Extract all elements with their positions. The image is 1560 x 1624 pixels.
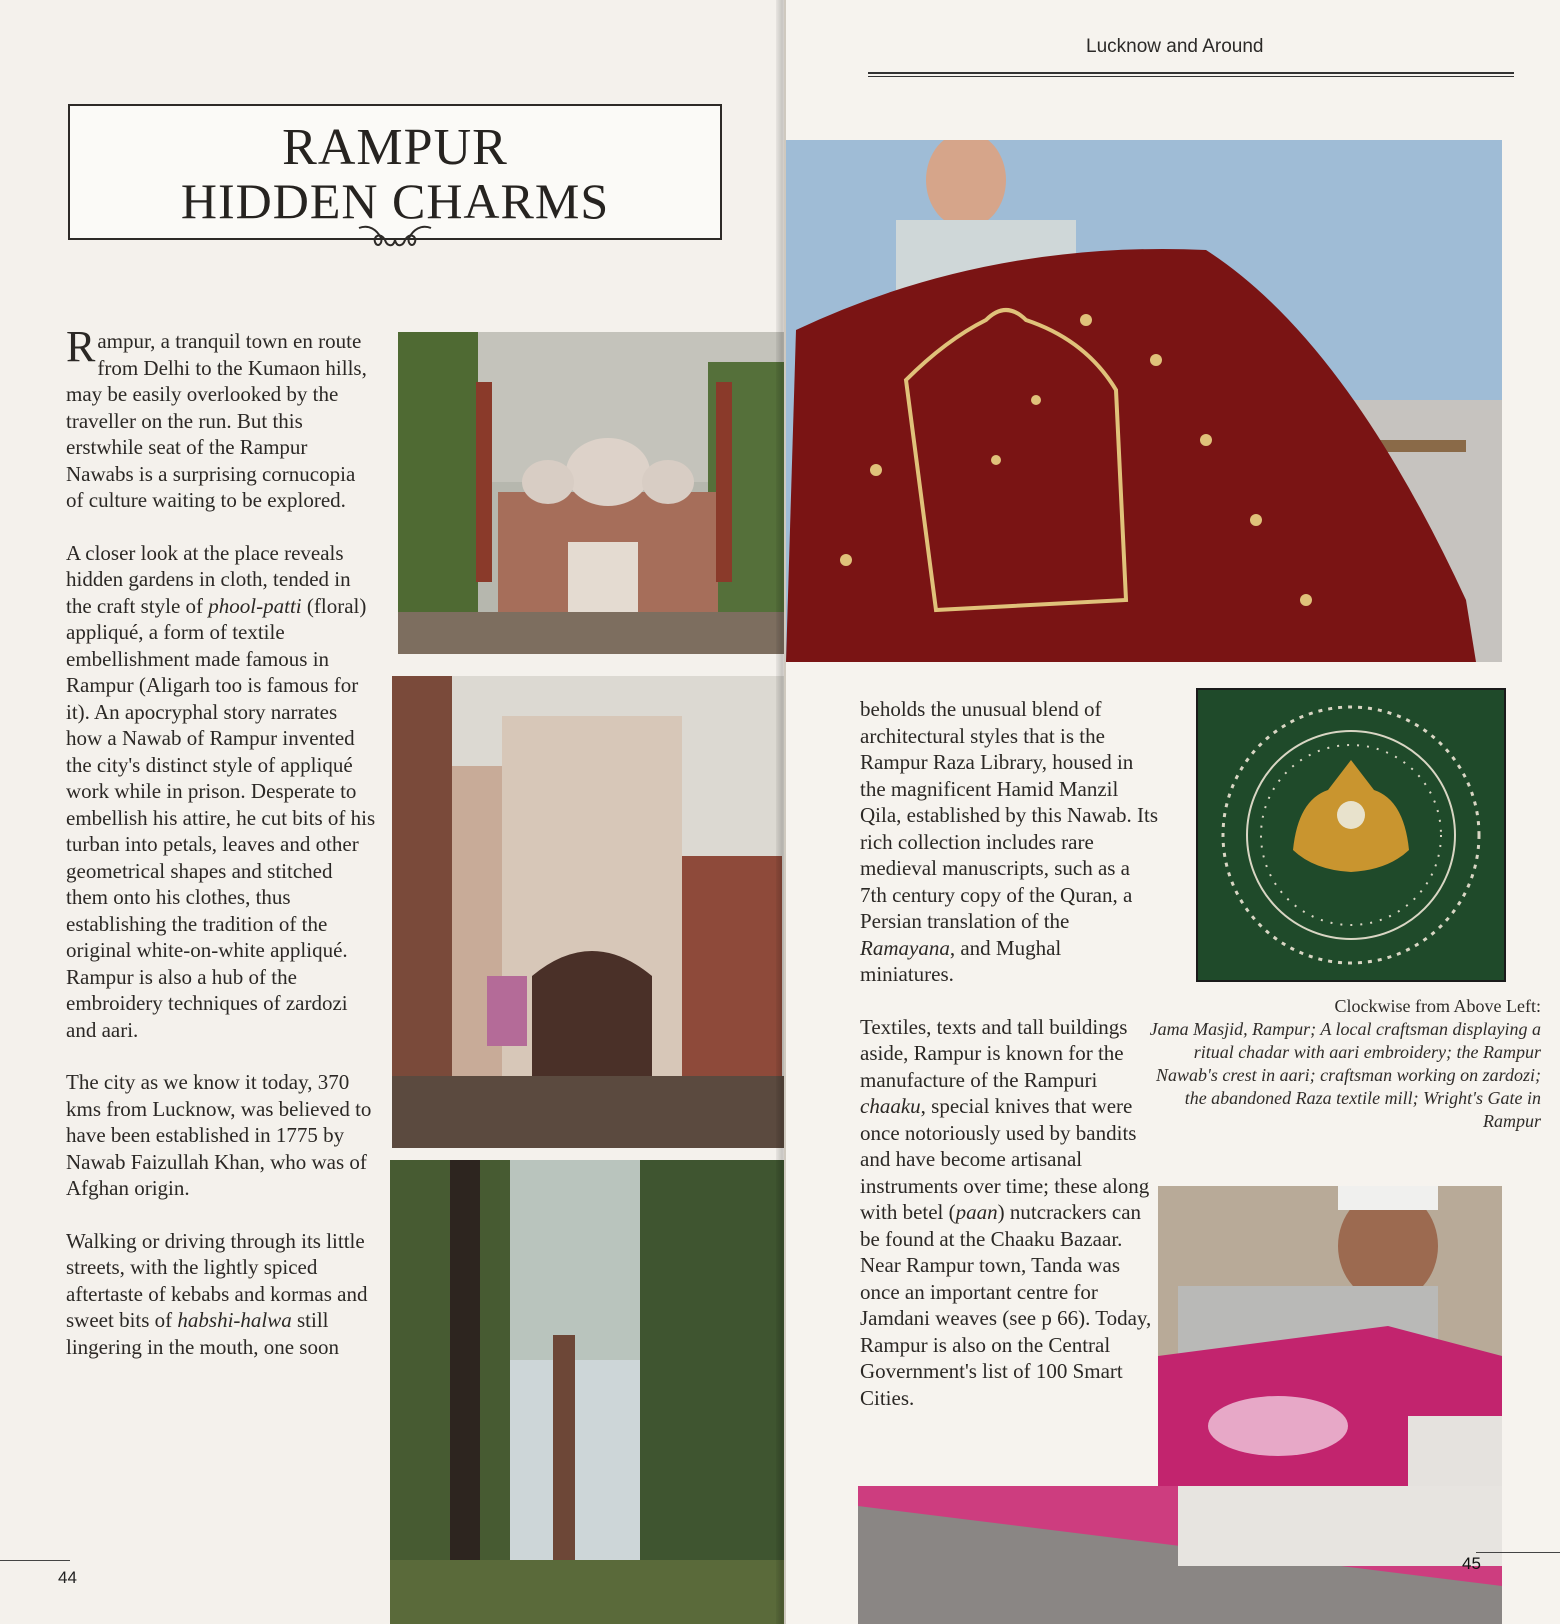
paragraph-history: The city as we know it today, 370 kms from Lucknow, was believed to have been established in 1775 by Nawab Faizullah Khan, who was of Afghan origin. [66, 1070, 372, 1200]
paragraph-applique: A closer look at the place reveals hidden gardens in cloth, tended in the craft style of phool-patti (floral) appliqué, a form of textile embellishment made famous in Rampur (Aligarh too is famous for it). An apocryphal story narrates how a Nawab of Rampur invented the city's distinct style of appliqué work while in prison. Desperate to embellish his attire, he cut bits of his turban into petals, leaves and other geometrical shapes and stitched them onto his clothes, thus establishing the tradition of the original white-on-white appliqué. Rampur is also a hub of the embroidery techniques of zardozi and aari. [66, 540, 376, 1042]
photo-wrights-gate [392, 676, 784, 1148]
title-hidden-charms: HIDDEN CHARMS [180, 173, 610, 229]
right-page [784, 0, 1560, 1624]
left-text-column [66, 322, 376, 1386]
paragraph-intro: Rampur, a tranquil town en route from Delhi to the Kumaon hills, may be easily overlooked by the traveller on the run. But this erstwhile seat of the Rampur Nawabs is a surprising cornucopia of culture waiting to be explored. [66, 322, 367, 512]
title-rampur: RAMPUR [282, 119, 508, 176]
header-rule [868, 72, 1514, 74]
caption-body: Jama Masjid, Rampur; A local craftsman displaying a ritual chadar with aari embroidery; the Rampur Nawab's crest in aari; craftsman working on zardozi; the abandoned Raza textile mill; Wright's Gate in Rampur [1149, 1019, 1541, 1131]
photo-zardozi-craftsman [1158, 1186, 1502, 1486]
photo-raza-textile-mill [390, 1160, 784, 1624]
paragraph-raza-library: beholds the unusual blend of architectural styles that is the Rampur Raza Library, housed in the magnificent Hamid Manzil Qila, established by this Nawab. Its rich collection includes rare medieval manuscripts, such as a 7th century copy of the Quran, a Persian translation of the Ramayana, and Mughal miniatures. [860, 697, 1159, 986]
photo-zardozi-frame [858, 1486, 1502, 1624]
page-number-left: 44 [58, 1568, 77, 1587]
drop-cap: R [66, 322, 96, 371]
paragraph-walking: Walking or driving through its little streets, with the lightly spiced aftertaste of kebabs and kormas and sweet bits of habshi-halwa still lingering in the mouth, one soon [66, 1228, 368, 1359]
page-number-right: 45 [1462, 1554, 1481, 1573]
caption-heading: Clockwise from Above Left: [1334, 996, 1541, 1016]
footer-rule-left [0, 1560, 70, 1561]
photo-nawab-crest [1196, 688, 1506, 982]
header-rule-thin [868, 76, 1514, 77]
photo-caption [1146, 995, 1541, 1133]
photo-jama-masjid [398, 332, 784, 654]
footer-rule-right [1476, 1552, 1560, 1553]
right-text-column [860, 696, 1160, 1437]
photo-chadar-craftsman [786, 140, 1502, 662]
running-head: Lucknow and Around [1086, 36, 1264, 57]
flourish-ornament-icon [355, 220, 435, 254]
paragraph-chaaku: Textiles, texts and tall buildings aside, Rampur is known for the manufacture of the Rampuri chaaku, special knives that were once notoriously used by bandits and have become artisanal instruments over time; these along with betel (paan) nutcrackers can be found at the Chaaku Bazaar. Near Rampur town, Tanda was once an important centre for Jamdani weaves (see p 66). Today, Rampur is also on the Central Government's list of 100 Smart Cities. [860, 1014, 1152, 1410]
